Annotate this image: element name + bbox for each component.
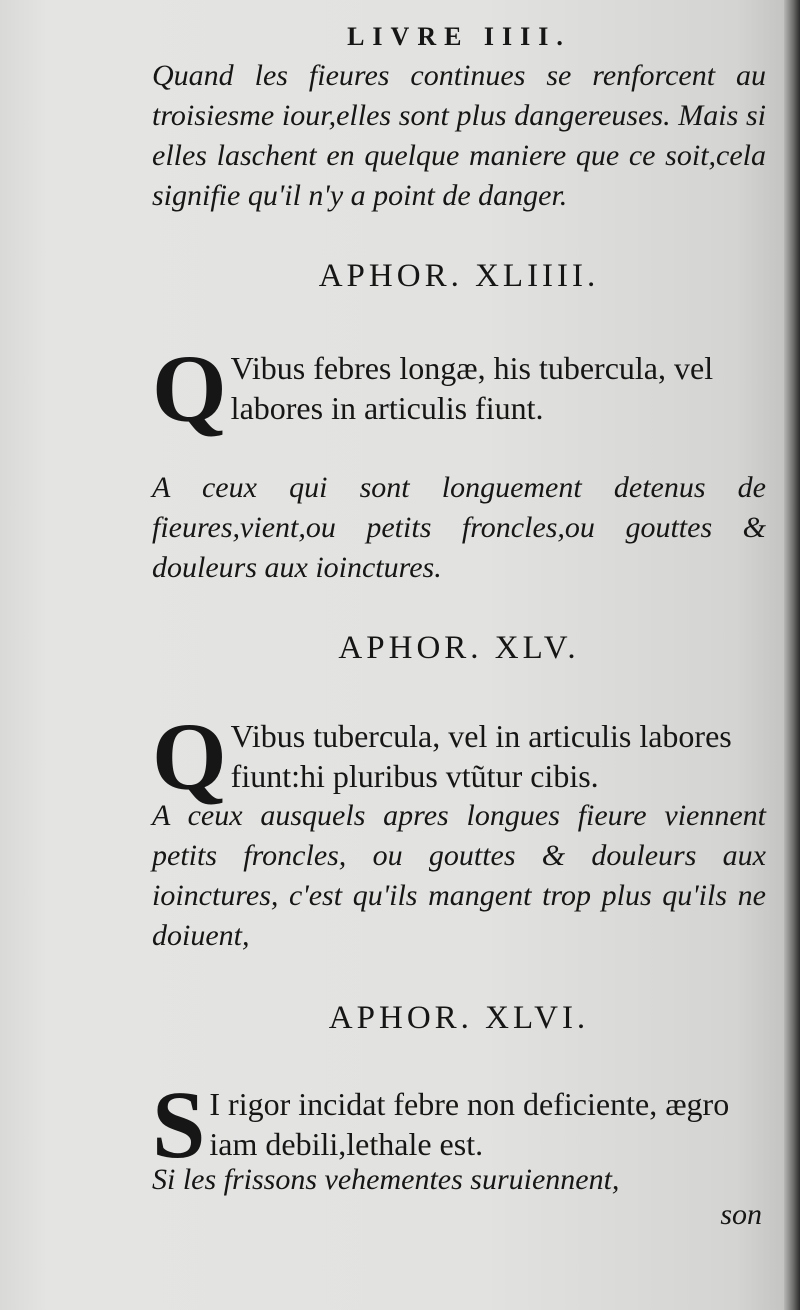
aphorism-45-dropcap: Q	[152, 703, 227, 810]
aphorism-46-latin-text: I rigor incidat febre non deficiente, ægro iam debili,lethale est.	[209, 1086, 730, 1162]
page-edge-shadow	[784, 0, 800, 1310]
aphorism-44-latin-text: Vibus febres longæ, his tubercula, vel labores in articulis fiunt.	[230, 350, 714, 426]
running-head: LIVRE IIII.	[347, 22, 571, 51]
intro-french-paragraph: Quand les fieures continues se renforcent au troisiesme iour,elles sont plus dangereuses. Mais si elles laschent en quelque maniere que ce soit,cela signifie qu'il n'y a point de danger.	[152, 59, 766, 212]
aphorism-44-dropcap: Q	[152, 335, 227, 442]
aphorism-45-latin-text: Vibus tubercula, vel in articulis labores fiunt:hi pluribus vtũtur cibis.	[230, 718, 732, 794]
catchword: son	[720, 1198, 762, 1231]
aphorism-45-latin-paragraph	[152, 703, 766, 810]
aphorism-46-latin-paragraph	[152, 1071, 766, 1178]
aphorism-44-french-paragraph: A ceux qui sont longuement detenus de fieures,vient,ou petits froncles,ou gouttes & douleurs aux ioinctures.	[152, 471, 766, 584]
aphorism-46-heading: APHOR. XLVI.	[328, 1000, 590, 1036]
aphorism-46-dropcap: S	[152, 1071, 206, 1178]
aphorism-45-heading: APHOR. XLV.	[338, 630, 580, 666]
aphorism-44-latin-paragraph	[152, 335, 766, 442]
aphorism-45-french-paragraph: A ceux ausquels apres longues fieure viennent petits froncles, ou gouttes & douleurs aux ioinctures, c'est qu'ils mangent trop plus qu'ils ne doiuent,	[152, 799, 766, 952]
aphorism-46-french-paragraph: Si les frissons vehementes suruiennent,	[152, 1163, 620, 1196]
aphorism-44-heading: APHOR. XLIIII.	[318, 258, 600, 294]
